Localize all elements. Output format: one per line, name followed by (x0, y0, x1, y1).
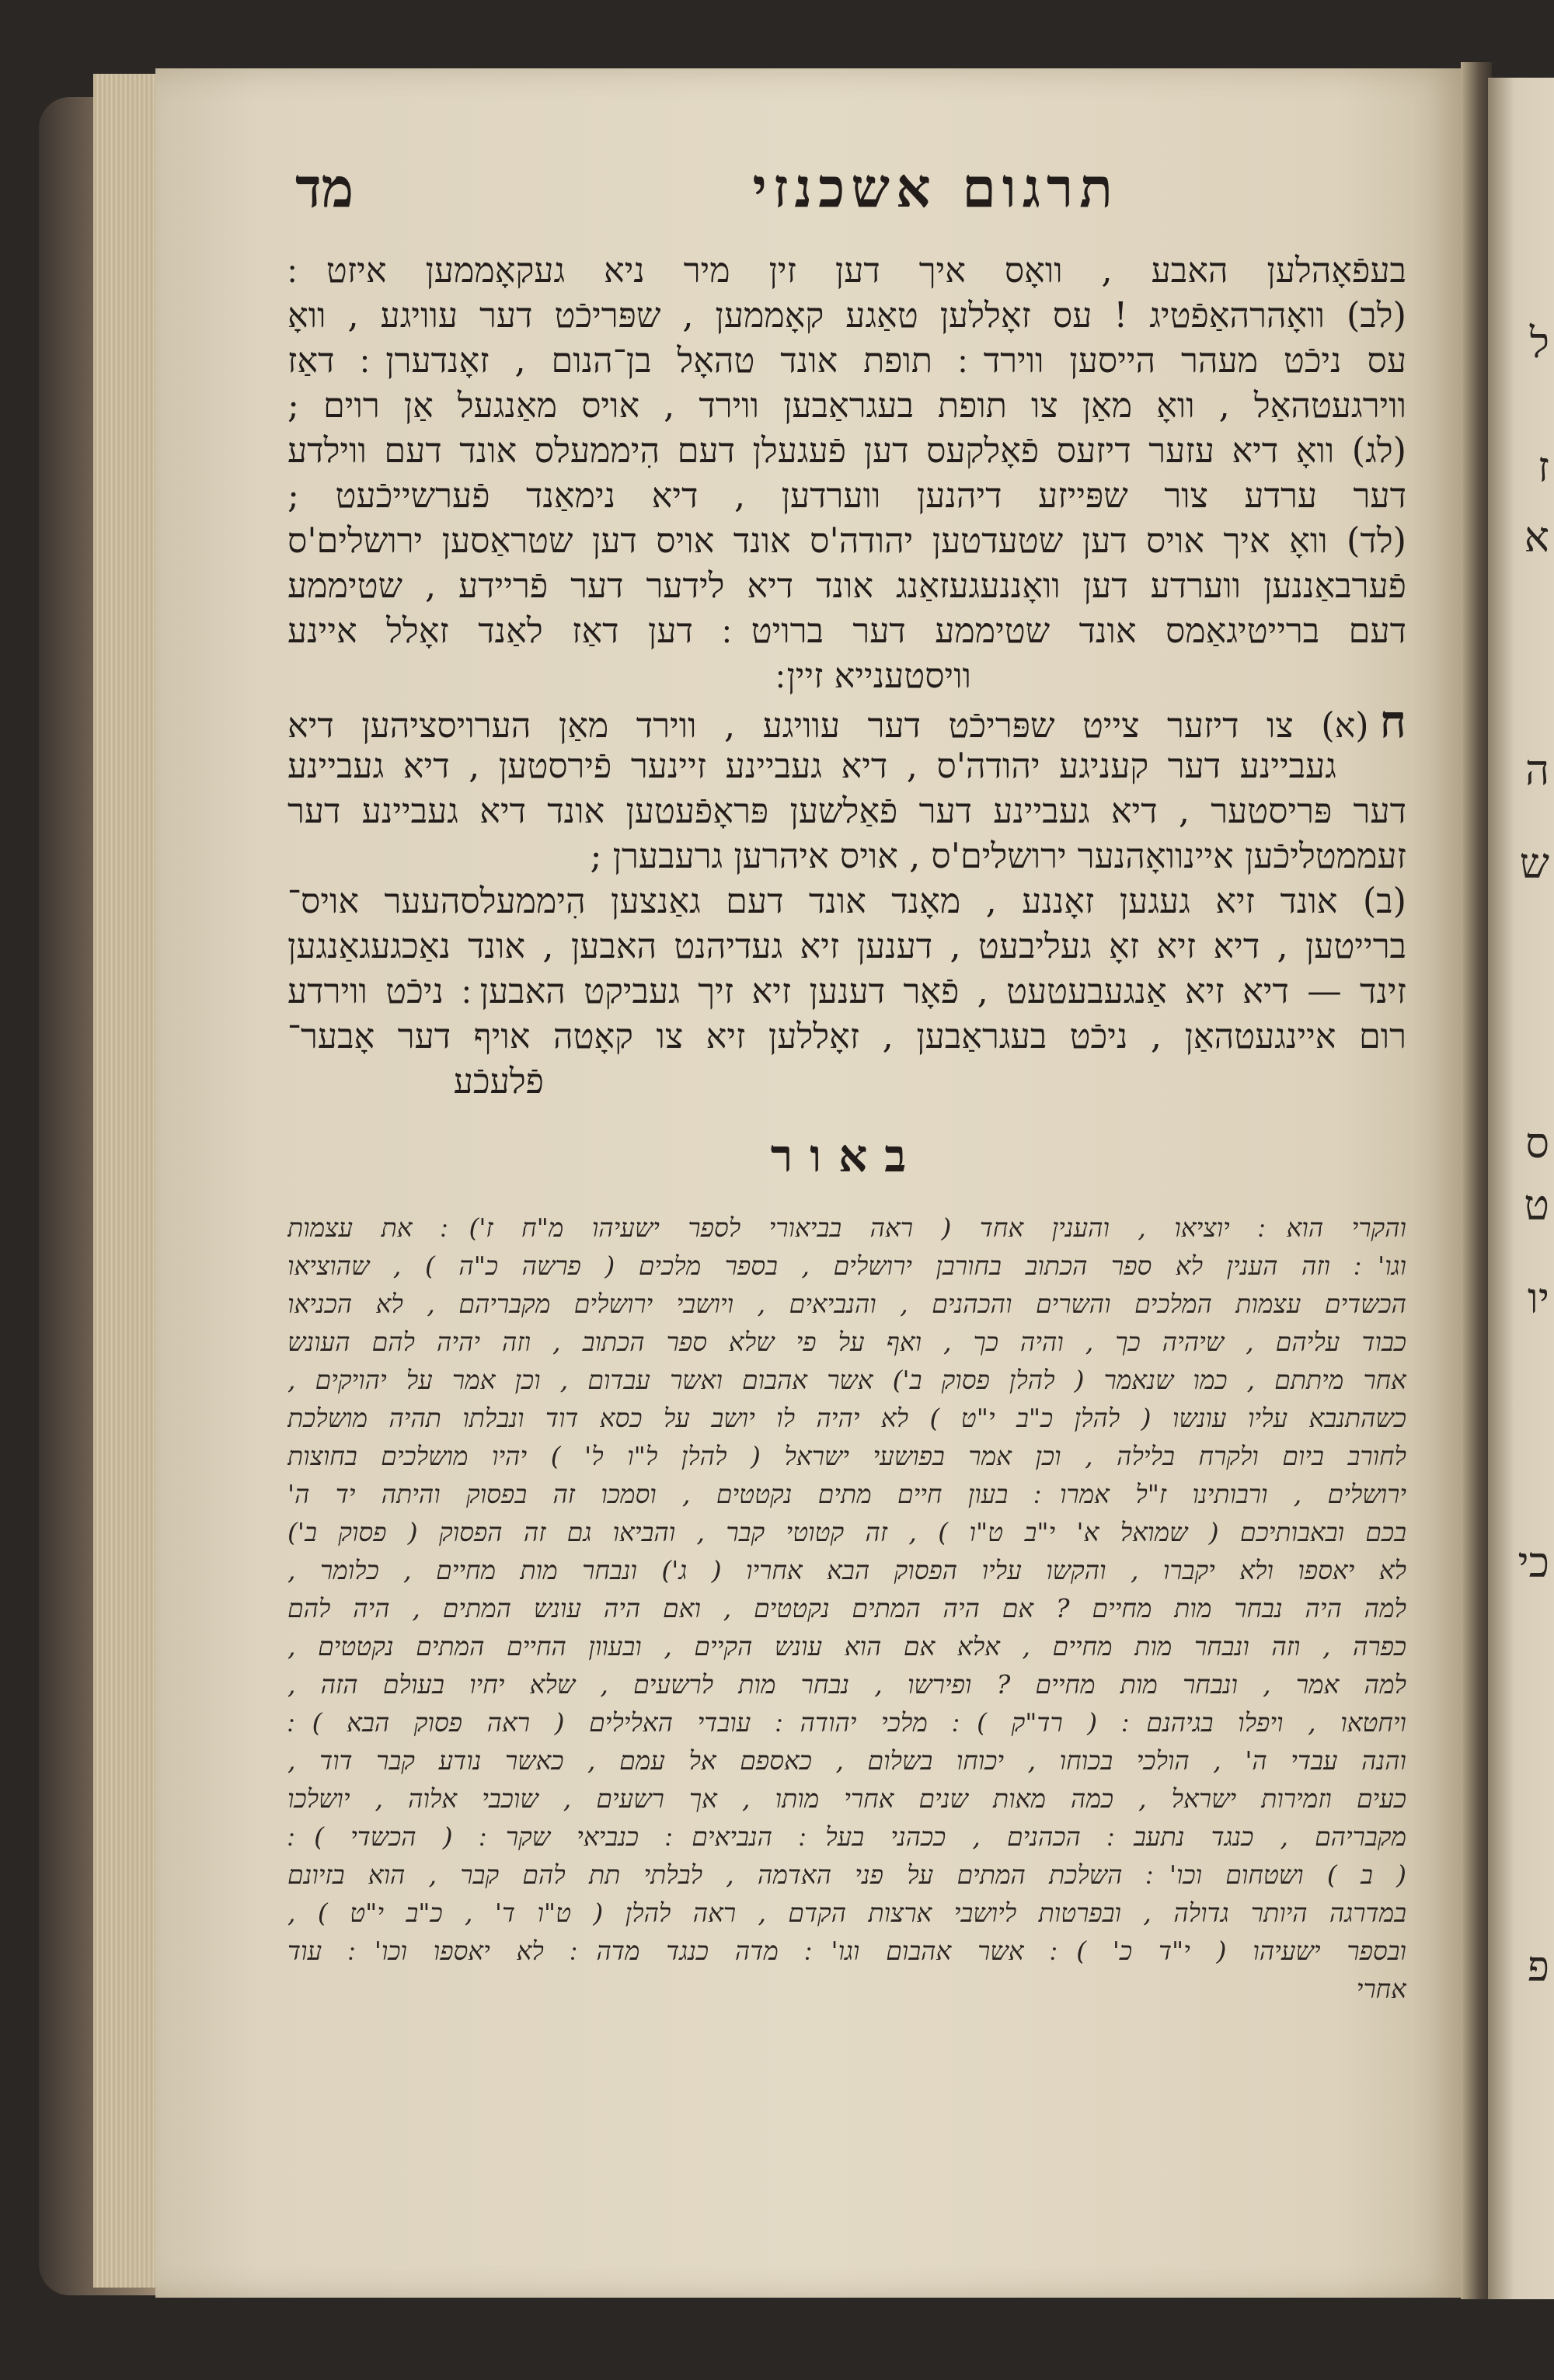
text-line: פֿערבאַננען ווערדע דען וואָננעגעזאַנג אונד דיא לידער דער פֿריידע , שטיממע (287, 566, 1406, 606)
text-line: רום איינגעטהאַן , ניכֿט בעגראַבען , זאָללען זיא צו קאָטה אויף דער אָבער־ (287, 1017, 1406, 1056)
commentary-text (287, 1209, 1406, 2008)
commentary-line: לחורב ביום ולקרח בלילה , וכן אמר בפושעי ישראל ( להלן ל"ו ל' ) יהיו מושלכים בחוצות (287, 1441, 1406, 1471)
adjacent-page (1488, 78, 1554, 2299)
text-line: וויסטענייא זיין ׃ (775, 656, 971, 696)
catchword: אחרי (1356, 1974, 1406, 2004)
commentary-line: בכם ובאבותיכם ( שמואל א' י"ב ט"ו ) , זה קטוטי קבר , והביאו גם זה הפסוק ( פסוק ב') (287, 1517, 1406, 1547)
adjacent-page-fragment: ס (1525, 1119, 1549, 1167)
text-line: געביינע דער קעניגע יהודה'ס , דיא געביינע זיינער פֿירסטען , דיא געביינע (287, 746, 1336, 786)
text-line: (ב) אונד זיא געגען זאָננע , מאָנד אונד דעם גאַנצען הִיממעלסהעער אויס־ (287, 882, 1406, 921)
chapter-letter: ח (1379, 699, 1406, 744)
text-line: דער פּריסטער , דיא געביינע דער פֿאַלשען פּראָפֿעטען אונד דיא געביינע דער (287, 792, 1406, 831)
text-line: זעממטליכֿען איינוואָהנער ירושלים'ס , אויס איהרען גרעבערן ; (590, 837, 1406, 876)
adjacent-page-fragment: ט (1524, 1181, 1549, 1230)
commentary-line: אחר מיתתם , כמו שנאמר ( להלן פסוק ב') אשר אהבום ואשר עבדום , וכן אמר על יהויקים , (287, 1365, 1406, 1395)
commentary-line: למה היה נבחר מות מחיים ? אם היה המתים נקטטים , ואם היה עונש המתים , היה להם (287, 1593, 1406, 1623)
text-line: (לב) וואָהרהאַפֿטיג ! עס זאָללען טאַגע קאָממען , שפּריכֿט דער עוויגע , וואָ (287, 296, 1406, 336)
text-line: (א) צו דיזער צייט שפּריכֿט דער עוויגע , ווירד מאַן הערויסציהען דיא (287, 706, 1369, 744)
commentary-line: כפרה , וזה ונבחר מות מחיים , אלא אם הוא עונש הקיים , ובעוון החיים המתים נקטטים , (287, 1631, 1406, 1661)
chapter-first-line (287, 699, 1406, 744)
commentary-line: ( ב ) ושטחום וכו' ׃ השלכת המתים על פני האדמה , לבלתי תת להם קבר , הוא בזיונם (287, 1860, 1406, 1890)
commentary-line: ירושלים , ורבותינו ז"ל אמרו ׃ בעון חיים מתים נקטטים , וסמכו זה בפסוק והיתה יד ה' (287, 1479, 1406, 1509)
adjacent-page-fragment: כי (1517, 1538, 1549, 1587)
commentary-line: במדרגה היותר גדולה , ובפרטות ליושבי ארצות הקדם , ראה להלן ( ט"ו ד' , כ"ב י"ט ) , (287, 1898, 1406, 1928)
text-line: ברייטען , דיא זיא זאָ געליבעט , דענען זיא געדיהנט האבען , אונד נאַכגעגאַנגען (287, 927, 1406, 966)
adjacent-page-fragment: ל (1529, 318, 1549, 367)
page-gutter (1461, 62, 1492, 2299)
text-line: ווירגעטהאַל , וואָ מאַן צו תופת בעגראַבען ווירד , אויס מאַנגעל אַן רוים ; (287, 386, 1406, 426)
text-line: פֿלעכֿע (453, 1062, 544, 1101)
commentary-line: הכשדים עצמות המלכים והשרים והכהנים , והנביאים , ויושבי ירושלים מקבריהם , לא הכניאו (287, 1289, 1406, 1319)
commentary-line: למה אמר , ונבחר מות מחיים ? ופירשו , נבחר מות לרשעים , שלא יחיו בעולם הזה , (287, 1669, 1406, 1700)
commentary-line: לא יאספו ולא יקברו , והקשו עליו הפסוק הבא אחריו ( ג') ונבחר מות מחיים , כלומר , (287, 1555, 1406, 1585)
commentary-line: וגו' ׃ וזה הענין לא ספר הכתוב בחורבן ירושלים , בספר מלכים ( פרשה כ"ה ) , שהוציאו (287, 1251, 1406, 1281)
running-title: תרגום אשכנזי (752, 155, 1119, 220)
adjacent-page-fragment: פ (1527, 1942, 1549, 1991)
text-line: דעם ברייטיגאַמס אונד שטיממע דער ברויט ׃ דען דאַז לאַנד זאָלל איינע (287, 611, 1406, 651)
text-line: דער ערדע צור שפּייזע דיהנען ווערדען , דיא נימאַנד פֿערשייכֿעט ; (287, 476, 1406, 516)
adjacent-page-fragment: ז (1537, 443, 1549, 492)
adjacent-page-fragment: יו (1528, 1274, 1549, 1323)
commentary-line: מקבריהם , כנגד נתעב ׃ הכהנים , ככהני בעל ׃ הנביאים ׃ כנביאי שקר ׃ ( הכשדי ) ׃ (287, 1822, 1406, 1852)
text-line: בעפֿאָהלען האבע , וואָס איך דען זין מיר ניא געקאָממען איזט ׃ (287, 251, 1406, 291)
commentary-line: כבוד עליהם , שיהיה כך , והיה כך , ואף על פי שלא ספר הכתוב , וזה יהיה להם העונש (287, 1327, 1406, 1357)
text-line: (לג) וואָ דיא עזער דיזעס פֿאָלקעס דען פֿעגעלן דעם הִיממעלס אונד דעם ווילדע (287, 431, 1406, 471)
commentary-line: והנה עבדי ה' , הולכי בכוחו , יכוחו בשלום , כאספם אל עמם , כאשר נודע קבר דוד , (287, 1745, 1406, 1776)
commentary-heading: באור (770, 1129, 924, 1182)
text-line: עס ניכֿט מעהר הייסען ווירד ׃ תופת אונד טהאָל בן־הנום , זאָנדערן ׃ דאַז (287, 341, 1406, 381)
adjacent-page-fragment: ש (1519, 839, 1549, 888)
page-content (287, 155, 1406, 2008)
text-line: (לד) וואָ איך אויס דען שטעדטען יהודה'ס אונד אויס דען שטראַסען ירושלים'ס (287, 521, 1406, 561)
page-number: מד (295, 155, 354, 220)
commentary-line: והקרי הוא ׃ יוציאו , והענין אחד ( ראה בביאורי לספר ישעיהו מ"ח ז') ׃ את עצמות (287, 1213, 1406, 1243)
adjacent-page-fragment: ה (1524, 746, 1549, 795)
commentary-line: כעים וזמירות ישראל , כמה מאות שנים אחרי מותו , אך רשעים , שוכבי אלוה , יושלכו (287, 1783, 1406, 1814)
page-edges (93, 74, 163, 2288)
running-header (287, 155, 1406, 249)
commentary-line: ובספר ישעיהו ( י"ד כ' ) ׃ אשר אהבום וגו' ׃ מדה כנגד מדה ׃ לא יאספו וכו' ׃ עוד (287, 1936, 1406, 1966)
text-line: זינד — דיא זיא אַנגעבעטעט , פֿאָר דענען זיא זיך געביקט האבען ׃ ניכֿט ווירדע (287, 972, 1406, 1011)
commentary-line: כשהתנבא עליו עונשו ( להלן כ"ב י"ט ) לא יהיה לו יושב על כסא דוד ונבלתו תהיה מושלכת (287, 1403, 1406, 1433)
commentary-line: ויחטאו , ויפלו בגיהנם ׃ ( רד"ק ) ׃ מלכי יהודה ׃ עובדי האלילים ( ראה פסוק הבא ) ׃ (287, 1707, 1406, 1738)
translation-text (287, 249, 1406, 1105)
adjacent-page-fragment: א (1524, 513, 1549, 562)
